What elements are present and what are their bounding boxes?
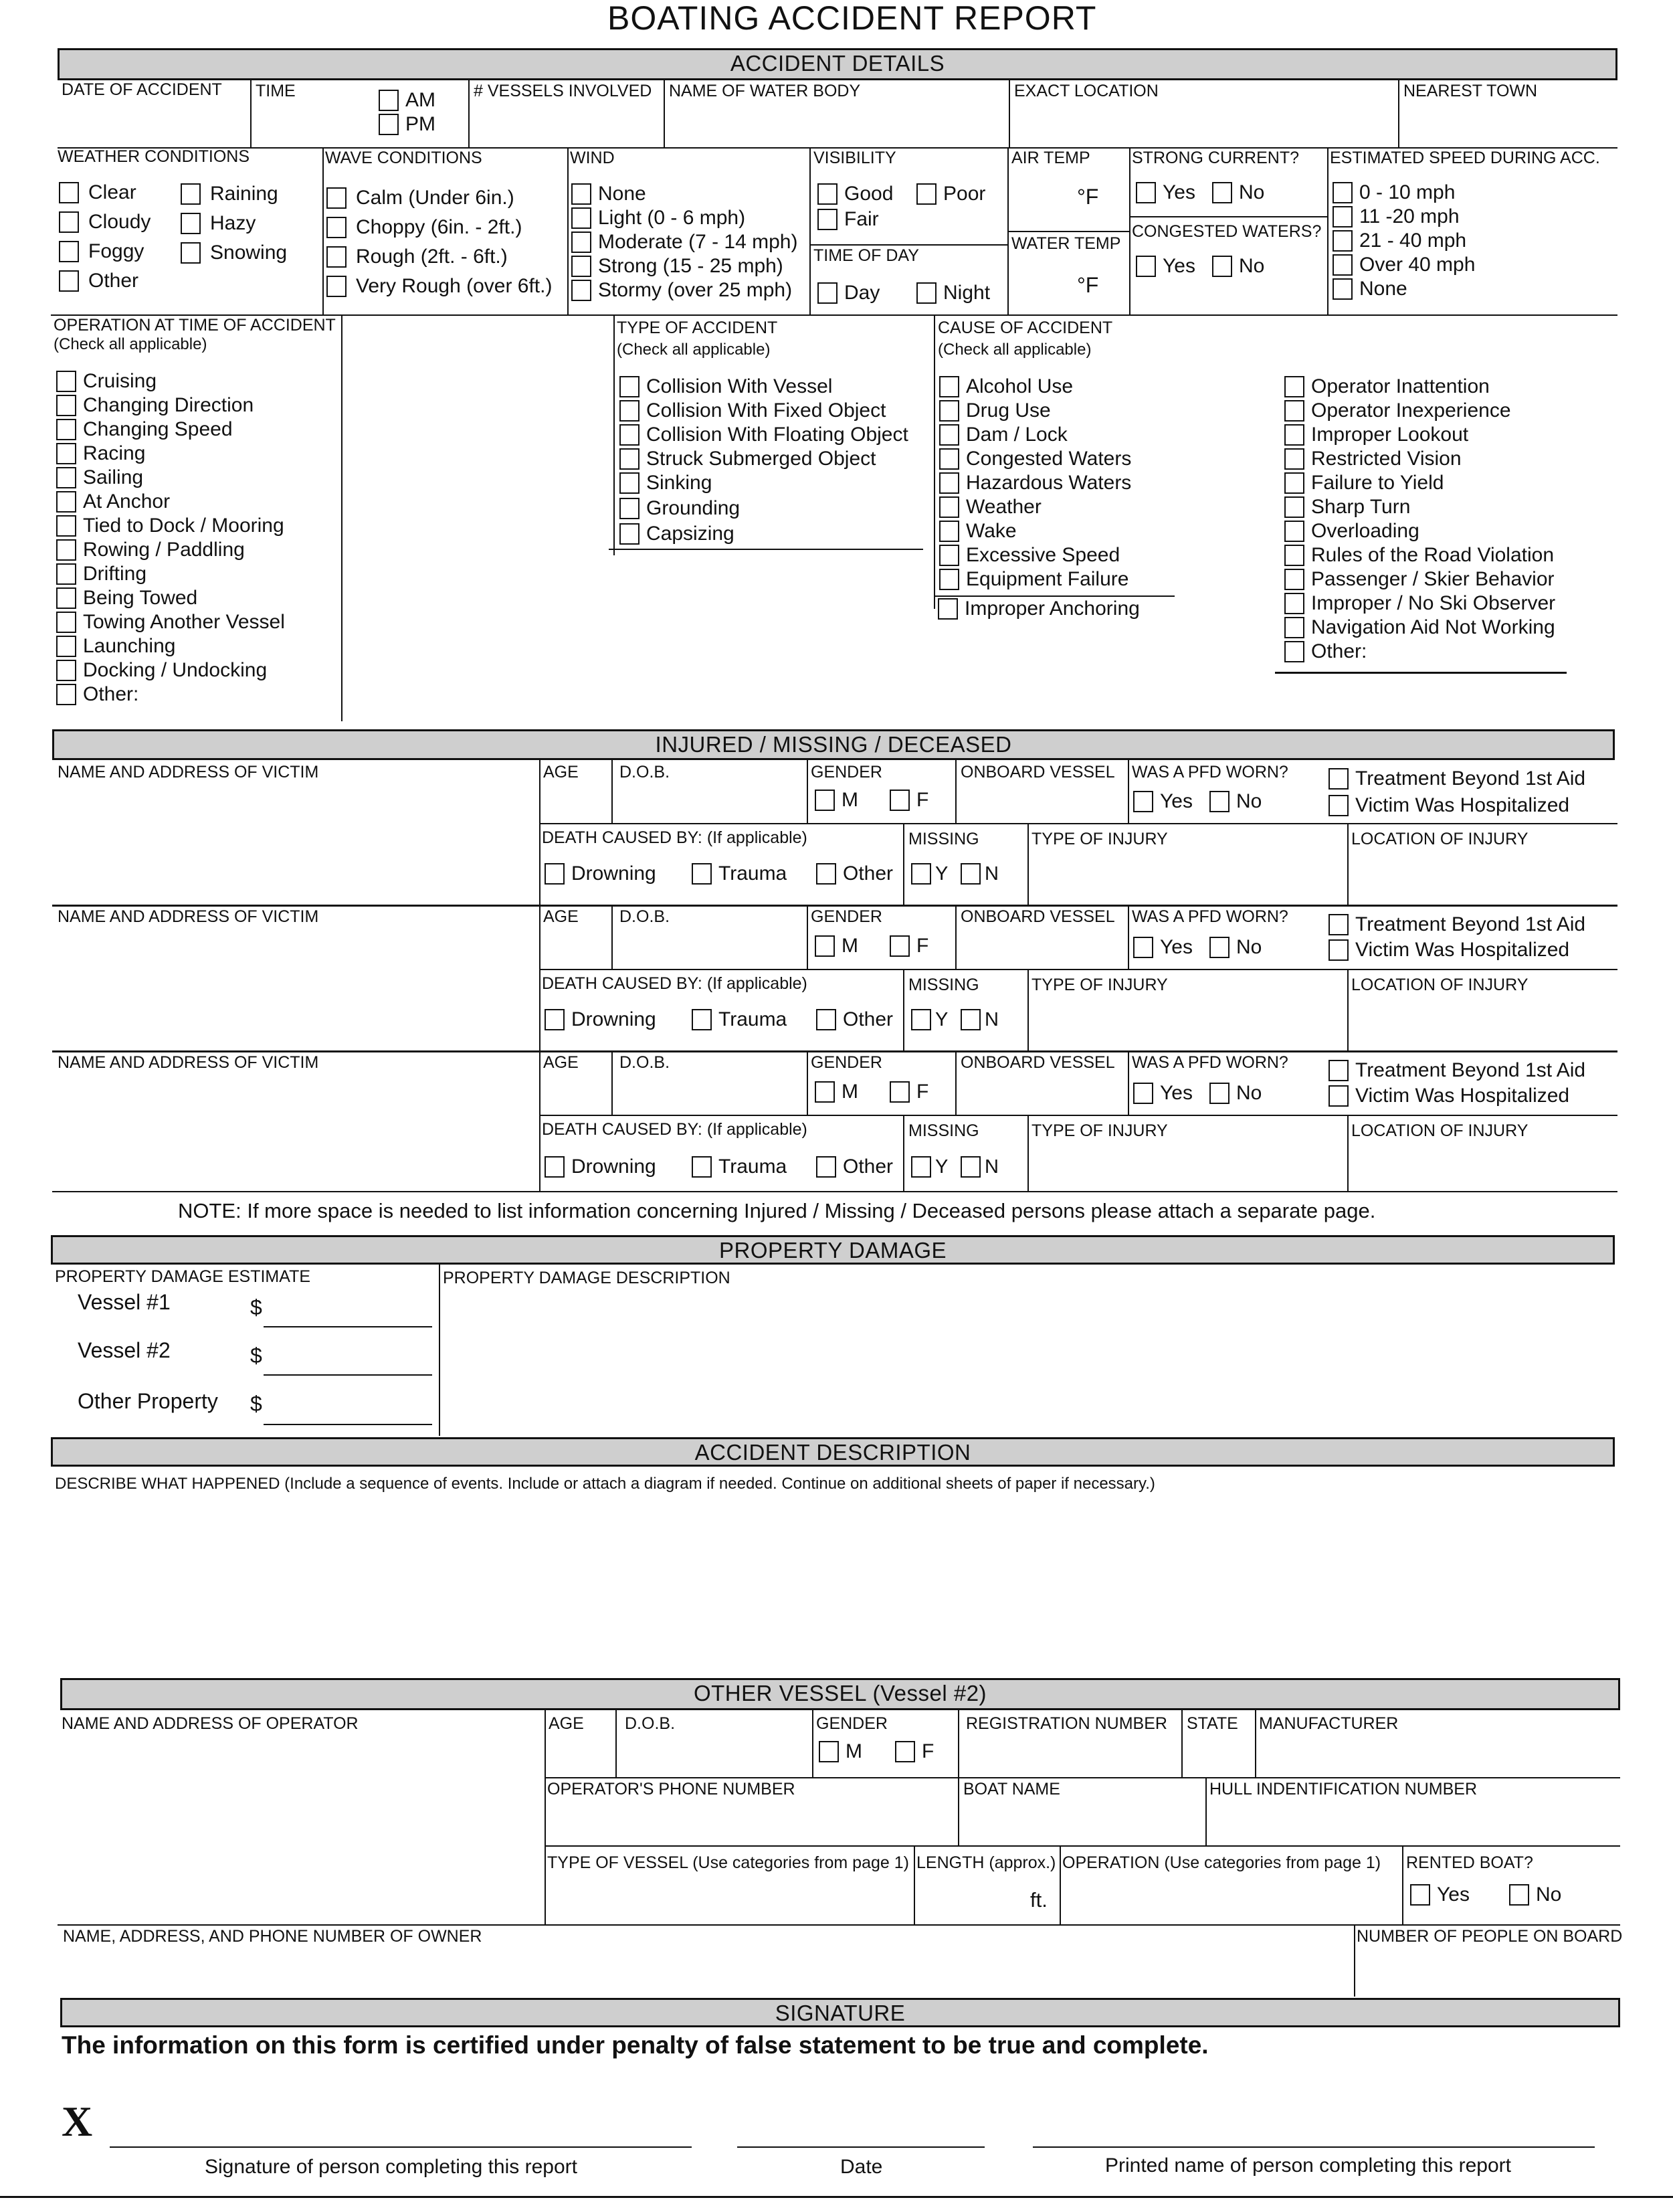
cause-passenger-skier-behavior-checkbox[interactable]: Passenger / Skier Behavior bbox=[1284, 567, 1555, 591]
operator-name-label: NAME AND ADDRESS OF OPERATOR bbox=[62, 1714, 359, 1733]
divider bbox=[545, 1845, 1620, 1847]
victim-1-death-caused-label: DEATH CAUSED BY: (If applicable) bbox=[542, 828, 807, 847]
property-vessel1-amount-field[interactable] bbox=[264, 1326, 432, 1327]
strong-current-yes-checkbox[interactable]: Yes bbox=[1136, 181, 1195, 205]
operation-changing-speed-checkbox[interactable]: Changing Speed bbox=[56, 418, 233, 442]
owner-label: NAME, ADDRESS, AND PHONE NUMBER OF OWNER bbox=[63, 1927, 482, 1946]
victim-2-missing-no-checkbox[interactable]: N bbox=[961, 1008, 999, 1032]
divider bbox=[468, 80, 470, 147]
divider bbox=[545, 1710, 546, 1924]
form-title: BOATING ACCIDENT REPORT bbox=[607, 0, 1097, 37]
visibility-good-checkbox[interactable]: Good bbox=[817, 182, 893, 206]
operator-age-label: AGE bbox=[549, 1714, 584, 1733]
operation-label: OPERATION AT TIME OF ACCIDENT bbox=[54, 316, 336, 335]
printed-name-caption: Printed name of person completing this report bbox=[1105, 2154, 1511, 2177]
cause-navigation-aid-checkbox[interactable]: Navigation Aid Not Working bbox=[1284, 616, 1555, 640]
divider bbox=[1398, 80, 1399, 147]
cause-sharp-turn-checkbox[interactable]: Sharp Turn bbox=[1284, 495, 1410, 519]
property-vessel2-amount-field[interactable] bbox=[264, 1374, 432, 1376]
operation-changing-direction-checkbox[interactable]: Changing Direction bbox=[56, 393, 254, 418]
length-label: LENGTH (approx.) bbox=[916, 1853, 1056, 1872]
weather-hazy-checkbox[interactable]: Hazy bbox=[181, 211, 256, 236]
type-collision-fixed-object-checkbox[interactable]: Collision With Fixed Object bbox=[619, 399, 886, 423]
victim-1-missing-yes-checkbox[interactable]: Y bbox=[911, 862, 948, 886]
injured-continuation-note: NOTE: If more space is needed to list information concerning Injured / Missing / Deceased persons please attach a separate page. bbox=[178, 1199, 1376, 1222]
divider bbox=[545, 1777, 1620, 1778]
victim-3-other-checkbox[interactable]: Other bbox=[816, 1155, 893, 1179]
type-collision-vessel-checkbox[interactable]: Collision With Vessel bbox=[619, 375, 832, 399]
victim-3-death-caused-label: DEATH CAUSED BY: (If applicable) bbox=[542, 1120, 807, 1139]
operation-launching-checkbox[interactable]: Launching bbox=[56, 634, 175, 658]
victim-3-male-checkbox[interactable]: M bbox=[815, 1080, 858, 1104]
victim-2-other-checkbox[interactable]: Other bbox=[816, 1008, 893, 1032]
victim-3-female-checkbox[interactable]: F bbox=[890, 1080, 928, 1104]
cause-improper-anchoring-checkbox[interactable]: Improper Anchoring bbox=[938, 597, 1140, 621]
wind-stormy-checkbox[interactable]: Stormy (over 25 mph) bbox=[571, 278, 792, 302]
hull-id-label: HULL INDENTIFICATION NUMBER bbox=[1209, 1780, 1478, 1799]
cause-failure-to-yield-checkbox[interactable]: Failure to Yield bbox=[1284, 471, 1444, 495]
divider bbox=[1327, 147, 1328, 314]
wave-conditions-label: WAVE CONDITIONS bbox=[325, 149, 482, 167]
speed-none-checkbox[interactable]: None bbox=[1333, 277, 1407, 301]
victim-3-age-label: AGE bbox=[543, 1053, 579, 1072]
divider bbox=[439, 1265, 440, 1436]
boat-name-label: BOAT NAME bbox=[963, 1780, 1060, 1799]
operator-male-checkbox[interactable]: M bbox=[819, 1740, 862, 1764]
divider bbox=[1354, 1924, 1355, 1997]
victim-2-pfd-label: WAS A PFD WORN? bbox=[1132, 907, 1288, 926]
cause-congested-waters-checkbox[interactable]: Congested Waters bbox=[939, 447, 1131, 471]
victim-3-hospitalized-checkbox[interactable]: Victim Was Hospitalized bbox=[1328, 1084, 1569, 1108]
victim-1-age-label: AGE bbox=[543, 763, 579, 781]
section-header-accident-details: ACCIDENT DETAILS bbox=[58, 48, 1617, 80]
operation-docking-checkbox[interactable]: Docking / Undocking bbox=[56, 658, 267, 682]
victim-3-missing-label: MISSING bbox=[908, 1121, 979, 1140]
victim-2-male-checkbox[interactable]: M bbox=[815, 934, 858, 958]
victim-2-trauma-checkbox[interactable]: Trauma bbox=[692, 1008, 787, 1032]
air-temp-label: AIR TEMP bbox=[1011, 149, 1090, 167]
wave-calm-checkbox[interactable]: Calm (Under 6in.) bbox=[326, 186, 514, 210]
property-vessel1-label: Vessel #1 bbox=[78, 1290, 171, 1314]
cause-drug-use-checkbox[interactable]: Drug Use bbox=[939, 399, 1051, 423]
wind-label: WIND bbox=[570, 149, 615, 167]
cause-other-checkbox[interactable]: Other: bbox=[1284, 640, 1367, 664]
victim-2-injury-type-label: TYPE OF INJURY bbox=[1031, 976, 1168, 994]
operator-phone-label: OPERATOR'S PHONE NUMBER bbox=[547, 1780, 795, 1799]
wind-none-checkbox[interactable]: None bbox=[571, 182, 646, 206]
type-of-accident-label: TYPE OF ACCIDENT bbox=[617, 318, 778, 337]
wind-moderate-checkbox[interactable]: Moderate (7 - 14 mph) bbox=[571, 230, 797, 254]
speed-11-20-checkbox[interactable]: 11 -20 mph bbox=[1333, 205, 1460, 229]
victim-3-dob-label: D.O.B. bbox=[619, 1053, 670, 1072]
exact-location-label: EXACT LOCATION bbox=[1014, 82, 1159, 100]
type-check-all-hint: (Check all applicable) bbox=[617, 341, 771, 359]
property-other-label: Other Property bbox=[78, 1389, 218, 1413]
victim-3-pfd-label: WAS A PFD WORN? bbox=[1132, 1053, 1288, 1072]
victim-2-injury-location-label: LOCATION OF INJURY bbox=[1351, 976, 1529, 994]
wave-rough-checkbox[interactable]: Rough (2ft. - 6ft.) bbox=[326, 245, 508, 269]
victim-3-name-label: NAME AND ADDRESS OF VICTIM bbox=[58, 1053, 319, 1072]
operation-check-all-hint: (Check all applicable) bbox=[54, 335, 207, 353]
wind-light-checkbox[interactable]: Light (0 - 6 mph) bbox=[571, 206, 745, 230]
victim-1-dob-label: D.O.B. bbox=[619, 763, 670, 781]
divider bbox=[1060, 1845, 1061, 1924]
air-temp-unit: °F bbox=[1077, 185, 1099, 209]
cause-of-accident-label: CAUSE OF ACCIDENT bbox=[938, 318, 1113, 337]
water-temp-label: WATER TEMP bbox=[1011, 234, 1121, 253]
divider bbox=[615, 1710, 617, 1777]
victim-2-gender-label: GENDER bbox=[811, 907, 882, 926]
operation-at-anchor-checkbox[interactable]: At Anchor bbox=[56, 490, 170, 514]
divider bbox=[809, 244, 1007, 246]
divider bbox=[914, 1845, 915, 1924]
divider bbox=[322, 147, 324, 314]
operator-dob-label: D.O.B. bbox=[625, 1714, 676, 1733]
speed-0-10-checkbox[interactable]: 0 - 10 mph bbox=[1333, 181, 1455, 205]
estimated-speed-label: ESTIMATED SPEED DURING ACC. bbox=[1330, 149, 1600, 167]
weather-other-checkbox[interactable]: Other bbox=[59, 269, 138, 293]
weather-clear-checkbox[interactable]: Clear bbox=[59, 181, 136, 205]
victim-1-other-checkbox[interactable]: Other bbox=[816, 862, 893, 886]
victim-3-gender-label: GENDER bbox=[811, 1053, 882, 1072]
divider bbox=[341, 314, 342, 721]
victim-3-treatment-checkbox[interactable]: Treatment Beyond 1st Aid bbox=[1328, 1058, 1585, 1083]
divider bbox=[613, 314, 615, 555]
divider bbox=[809, 147, 811, 314]
victim-2-death-caused-label: DEATH CAUSED BY: (If applicable) bbox=[542, 974, 807, 993]
operation-rowing-checkbox[interactable]: Rowing / Paddling bbox=[56, 538, 245, 562]
cause-operator-inattention-checkbox[interactable]: Operator Inattention bbox=[1284, 375, 1490, 399]
victim-1-onboard-vessel-label: ONBOARD VESSEL bbox=[961, 763, 1115, 781]
victim-1-name-label: NAME AND ADDRESS OF VICTIM bbox=[58, 763, 319, 781]
victim-1-hospitalized-checkbox[interactable]: Victim Was Hospitalized bbox=[1328, 794, 1569, 818]
cause-rules-of-road-checkbox[interactable]: Rules of the Road Violation bbox=[1284, 543, 1554, 567]
congested-waters-label: CONGESTED WATERS? bbox=[1132, 222, 1322, 241]
speed-over-40-checkbox[interactable]: Over 40 mph bbox=[1333, 253, 1475, 277]
length-unit: ft. bbox=[1030, 1888, 1048, 1912]
am-checkbox[interactable]: AM bbox=[379, 88, 435, 112]
section-header-accident-description: ACCIDENT DESCRIPTION bbox=[51, 1437, 1615, 1467]
section-header-other-vessel: OTHER VESSEL (Vessel #2) bbox=[60, 1678, 1620, 1710]
divider bbox=[1007, 231, 1129, 232]
property-description-label: PROPERTY DAMAGE DESCRIPTION bbox=[443, 1269, 730, 1287]
operator-gender-label: GENDER bbox=[816, 1714, 888, 1733]
victim-2-female-checkbox[interactable]: F bbox=[890, 934, 928, 958]
cause-improper-lookout-checkbox[interactable]: Improper Lookout bbox=[1284, 423, 1468, 447]
victim-1-missing-no-checkbox[interactable]: N bbox=[961, 862, 999, 886]
cause-check-all-hint: (Check all applicable) bbox=[938, 341, 1092, 359]
property-estimate-label: PROPERTY DAMAGE ESTIMATE bbox=[55, 1267, 311, 1286]
divider bbox=[52, 905, 1617, 907]
victim-1-pfd-no-checkbox[interactable]: No bbox=[1209, 790, 1262, 814]
visibility-label: VISIBILITY bbox=[813, 149, 896, 167]
time-of-day-day-checkbox[interactable]: Day bbox=[817, 281, 880, 305]
operation-other-checkbox[interactable]: Other: bbox=[56, 682, 138, 707]
weather-conditions-label: WEATHER CONDITIONS bbox=[58, 147, 250, 166]
weather-snowing-checkbox[interactable]: Snowing bbox=[181, 241, 287, 265]
cause-dam-lock-checkbox[interactable]: Dam / Lock bbox=[939, 423, 1068, 447]
weather-raining-checkbox[interactable]: Raining bbox=[181, 182, 278, 206]
cause-overloading-checkbox[interactable]: Overloading bbox=[1284, 519, 1419, 543]
weather-foggy-checkbox[interactable]: Foggy bbox=[59, 240, 144, 264]
divider bbox=[1009, 80, 1010, 147]
divider bbox=[567, 147, 569, 314]
divider bbox=[1129, 216, 1327, 217]
signature-line[interactable] bbox=[110, 2146, 692, 2148]
divider bbox=[250, 80, 252, 147]
property-vessel2-dollar: $ bbox=[250, 1344, 262, 1368]
property-vessel1-dollar: $ bbox=[250, 1295, 262, 1319]
divider bbox=[1129, 147, 1130, 314]
property-vessel2-label: Vessel #2 bbox=[78, 1338, 171, 1362]
cause-hazardous-waters-checkbox[interactable]: Hazardous Waters bbox=[939, 471, 1131, 495]
victim-3-pfd-yes-checkbox[interactable]: Yes bbox=[1133, 1081, 1193, 1105]
victim-1-injury-location-label: LOCATION OF INJURY bbox=[1351, 830, 1529, 848]
cause-weather-checkbox[interactable]: Weather bbox=[939, 495, 1042, 519]
pm-checkbox[interactable]: PM bbox=[379, 112, 435, 136]
type-capsizing-checkbox[interactable]: Capsizing bbox=[619, 522, 734, 546]
vessel-type-label: TYPE OF VESSEL (Use categories from page 1) bbox=[547, 1853, 909, 1872]
divider bbox=[1205, 1777, 1207, 1845]
divider bbox=[1181, 1710, 1183, 1777]
weather-cloudy-checkbox[interactable]: Cloudy bbox=[59, 210, 151, 234]
visibility-poor-checkbox[interactable]: Poor bbox=[916, 182, 985, 206]
victim-2-missing-label: MISSING bbox=[908, 976, 979, 994]
describe-what-happened-label: DESCRIBE WHAT HAPPENED (Include a sequence of events. Include or attach a diagram if needed. Continue on additional sheets of paper if necessary.) bbox=[55, 1475, 1155, 1493]
cause-improper-ski-observer-checkbox[interactable]: Improper / No Ski Observer bbox=[1284, 591, 1555, 616]
victim-1-injury-type-label: TYPE OF INJURY bbox=[1031, 830, 1168, 848]
cause-equipment-failure-checkbox[interactable]: Equipment Failure bbox=[939, 567, 1128, 591]
divider bbox=[812, 1710, 813, 1777]
victim-3-injury-type-label: TYPE OF INJURY bbox=[1031, 1121, 1168, 1140]
visibility-fair-checkbox[interactable]: Fair bbox=[817, 207, 879, 232]
rented-no-checkbox[interactable]: No bbox=[1509, 1883, 1561, 1907]
victim-2-pfd-no-checkbox[interactable]: No bbox=[1209, 935, 1262, 959]
operation-being-towed-checkbox[interactable]: Being Towed bbox=[56, 586, 197, 610]
victim-2-hospitalized-checkbox[interactable]: Victim Was Hospitalized bbox=[1328, 938, 1569, 962]
wind-strong-checkbox[interactable]: Strong (15 - 25 mph) bbox=[571, 254, 783, 278]
cause-alcohol-use-checkbox[interactable]: Alcohol Use bbox=[939, 375, 1073, 399]
congested-yes-checkbox[interactable]: Yes bbox=[1136, 254, 1195, 278]
divider bbox=[934, 314, 935, 609]
victim-1-pfd-yes-checkbox[interactable]: Yes bbox=[1133, 790, 1193, 814]
victim-1-pfd-label: WAS A PFD WORN? bbox=[1132, 763, 1288, 781]
section-header-signature: SIGNATURE bbox=[60, 1998, 1620, 2027]
divider bbox=[1255, 1710, 1256, 1777]
victim-3-pfd-no-checkbox[interactable]: No bbox=[1209, 1081, 1262, 1105]
section-header-property-damage: PROPERTY DAMAGE bbox=[51, 1235, 1615, 1265]
victim-3-injury-location-label: LOCATION OF INJURY bbox=[1351, 1121, 1529, 1140]
cause-operator-inexperience-checkbox[interactable]: Operator Inexperience bbox=[1284, 399, 1511, 423]
page-bottom-edge bbox=[0, 2196, 1673, 2198]
operation-drifting-checkbox[interactable]: Drifting bbox=[56, 562, 146, 586]
divider bbox=[52, 1191, 1617, 1192]
victim-2-age-label: AGE bbox=[543, 907, 579, 926]
operation-tied-to-dock-checkbox[interactable]: Tied to Dock / Mooring bbox=[56, 514, 284, 538]
victim-1-drowning-checkbox[interactable]: Drowning bbox=[545, 862, 656, 886]
vessels-involved-label: # VESSELS INVOLVED bbox=[474, 82, 652, 100]
time-of-day-night-checkbox[interactable]: Night bbox=[916, 281, 990, 305]
operation-categories-label: OPERATION (Use categories from page 1) bbox=[1062, 1853, 1381, 1872]
property-other-dollar: $ bbox=[250, 1392, 262, 1416]
divider bbox=[664, 80, 665, 147]
congested-no-checkbox[interactable]: No bbox=[1212, 254, 1264, 278]
divider bbox=[58, 1924, 1620, 1926]
time-of-day-label: TIME OF DAY bbox=[813, 246, 919, 265]
victim-3-drowning-checkbox[interactable]: Drowning bbox=[545, 1155, 656, 1179]
people-on-board-label: NUMBER OF PEOPLE ON BOARD bbox=[1357, 1927, 1623, 1946]
cause-wake-checkbox[interactable]: Wake bbox=[939, 519, 1017, 543]
strong-current-no-checkbox[interactable]: No bbox=[1212, 181, 1264, 205]
rented-yes-checkbox[interactable]: Yes bbox=[1410, 1883, 1470, 1907]
operator-female-checkbox[interactable]: F bbox=[895, 1740, 934, 1764]
signature-caption: Signature of person completing this report bbox=[205, 2156, 577, 2178]
printed-name-line[interactable] bbox=[1033, 2146, 1595, 2148]
operation-cruising-checkbox[interactable]: Cruising bbox=[56, 369, 157, 393]
speed-21-40-checkbox[interactable]: 21 - 40 mph bbox=[1333, 229, 1466, 253]
section-header-injured: INJURED / MISSING / DECEASED bbox=[52, 729, 1615, 760]
victim-1-gender-label: GENDER bbox=[811, 763, 882, 781]
victim-1-treatment-checkbox[interactable]: Treatment Beyond 1st Aid bbox=[1328, 767, 1585, 791]
divider bbox=[1275, 672, 1567, 674]
victim-3-missing-yes-checkbox[interactable]: Y bbox=[911, 1155, 948, 1179]
date-line[interactable] bbox=[737, 2146, 985, 2148]
water-temp-unit: °F bbox=[1077, 273, 1099, 297]
date-of-accident-label: DATE OF ACCIDENT bbox=[62, 80, 222, 99]
registration-number-label: REGISTRATION NUMBER bbox=[966, 1714, 1167, 1733]
victim-1-female-checkbox[interactable]: F bbox=[890, 788, 928, 812]
strong-current-label: STRONG CURRENT? bbox=[1132, 149, 1300, 167]
rented-boat-label: RENTED BOAT? bbox=[1406, 1853, 1533, 1872]
wave-very-rough-checkbox[interactable]: Very Rough (over 6ft.) bbox=[326, 274, 552, 298]
victim-2-dob-label: D.O.B. bbox=[619, 907, 670, 926]
type-collision-floating-object-checkbox[interactable]: Collision With Floating Object bbox=[619, 423, 908, 447]
victim-2-pfd-yes-checkbox[interactable]: Yes bbox=[1133, 935, 1193, 959]
manufacturer-label: MANUFACTURER bbox=[1259, 1714, 1399, 1733]
victim-1-trauma-checkbox[interactable]: Trauma bbox=[692, 862, 787, 886]
date-caption: Date bbox=[840, 2156, 883, 2178]
victim-1-male-checkbox[interactable]: M bbox=[815, 788, 858, 812]
victim-2-missing-yes-checkbox[interactable]: Y bbox=[911, 1008, 948, 1032]
signature-x-mark: X bbox=[62, 2098, 93, 2145]
cause-excessive-speed-checkbox[interactable]: Excessive Speed bbox=[939, 543, 1120, 567]
certification-statement: The information on this form is certified under penalty of false statement to be true and complete. bbox=[62, 2031, 1209, 2059]
victim-2-treatment-checkbox[interactable]: Treatment Beyond 1st Aid bbox=[1328, 913, 1585, 937]
victim-1-missing-label: MISSING bbox=[908, 830, 979, 848]
water-body-label: NAME OF WATER BODY bbox=[669, 82, 861, 100]
type-sinking-checkbox[interactable]: Sinking bbox=[619, 471, 712, 495]
cause-restricted-vision-checkbox[interactable]: Restricted Vision bbox=[1284, 447, 1462, 471]
type-grounding-checkbox[interactable]: Grounding bbox=[619, 496, 740, 521]
nearest-town-label: NEAREST TOWN bbox=[1403, 82, 1538, 100]
property-other-amount-field[interactable] bbox=[264, 1424, 432, 1425]
divider bbox=[609, 549, 923, 550]
victim-3-trauma-checkbox[interactable]: Trauma bbox=[692, 1155, 787, 1179]
state-label: STATE bbox=[1187, 1714, 1238, 1733]
divider bbox=[52, 1050, 1617, 1052]
victim-3-missing-no-checkbox[interactable]: N bbox=[961, 1155, 999, 1179]
wave-choppy-checkbox[interactable]: Choppy (6in. - 2ft.) bbox=[326, 215, 522, 240]
operation-sailing-checkbox[interactable]: Sailing bbox=[56, 466, 143, 490]
operation-racing-checkbox[interactable]: Racing bbox=[56, 442, 145, 466]
operation-towing-another-vessel-checkbox[interactable]: Towing Another Vessel bbox=[56, 610, 285, 634]
divider bbox=[1402, 1845, 1403, 1924]
victim-2-name-label: NAME AND ADDRESS OF VICTIM bbox=[58, 907, 319, 926]
time-label: TIME bbox=[256, 82, 296, 100]
type-struck-submerged-object-checkbox[interactable]: Struck Submerged Object bbox=[619, 447, 876, 471]
victim-2-drowning-checkbox[interactable]: Drowning bbox=[545, 1008, 656, 1032]
victim-3-onboard-vessel-label: ONBOARD VESSEL bbox=[961, 1053, 1115, 1072]
victim-2-onboard-vessel-label: ONBOARD VESSEL bbox=[961, 907, 1115, 926]
